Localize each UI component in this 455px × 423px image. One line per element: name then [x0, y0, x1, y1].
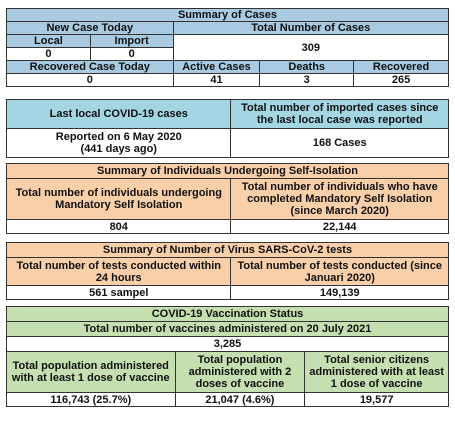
vaccines-total-value: 3,285 — [7, 337, 449, 352]
last-local-header: Last local COVID-19 cases — [7, 100, 231, 129]
tests-total-header: Total number of tests conducted (since Januari 2020) — [231, 258, 449, 286]
total-cases-header: Total Number of Cases — [173, 22, 448, 35]
vaccination-subtitle: Total number of vaccines administered on 20 July 2021 — [7, 322, 449, 337]
dose2-header: Total population administered with 2 doses of vaccine — [175, 352, 305, 393]
import-header: Import — [90, 35, 173, 48]
import-value: 0 — [90, 48, 173, 61]
cases-summary-table — [6, 8, 449, 87]
imported-cases-value: 168 Cases — [231, 129, 449, 158]
days-ago-text: (441 days ago) — [80, 143, 157, 155]
active-cases-header: Active Cases — [173, 61, 260, 74]
isolation-title: Summary of Individuals Undergoing Self-Isolation — [7, 164, 449, 179]
total-cases-value: 309 — [173, 35, 448, 61]
recovered-header: Recovered — [354, 61, 449, 74]
recovered-today-header: Recovered Case Today — [7, 61, 174, 74]
dose1-value: 116,743 (25.7%) — [7, 393, 176, 407]
vaccination-title: COVID-19 Vaccination Status — [7, 307, 449, 322]
tests-total-value: 149,139 — [231, 286, 449, 300]
recovered-value: 265 — [354, 74, 449, 87]
new-case-today-header: New Case Today — [7, 22, 174, 35]
recovered-today-value: 0 — [7, 74, 174, 87]
cases-title: Summary of Cases — [7, 9, 449, 22]
imported-since-header: Total number of imported cases since the last local case was reported — [231, 100, 449, 129]
self-isolation-table — [6, 163, 449, 234]
undergoing-isolation-value: 804 — [7, 220, 231, 234]
dose2-value: 21,047 (4.6%) — [175, 393, 305, 407]
tests-title: Summary of Number of Virus SARS-CoV-2 tests — [7, 243, 449, 258]
senior-header: Total senior citizens administered with at least 1 dose of vaccine — [305, 352, 449, 393]
reported-date-text: Reported on 6 May 2020 — [55, 131, 182, 143]
dose1-header: Total population administered with at least 1 dose of vaccine — [7, 352, 176, 393]
local-header: Local — [7, 35, 91, 48]
last-local-case-table — [6, 99, 449, 158]
completed-isolation-header: Total number of individuals who have completed Mandatory Self Isolation (since March 2020) — [231, 179, 449, 220]
vaccination-table — [6, 306, 449, 407]
tests-24h-header: Total number of tests conducted within 24 hours — [7, 258, 231, 286]
senior-value: 19,577 — [305, 393, 449, 407]
last-local-reported — [7, 129, 231, 158]
undergoing-isolation-header: Total number of individuals undergoing Mandatory Self Isolation — [7, 179, 231, 220]
tests-table — [6, 242, 449, 300]
active-cases-value: 41 — [173, 74, 260, 87]
tests-24h-value: 561 sampel — [7, 286, 231, 300]
local-value: 0 — [7, 48, 91, 61]
completed-isolation-value: 22,144 — [231, 220, 449, 234]
deaths-value: 3 — [260, 74, 354, 87]
deaths-header: Deaths — [260, 61, 354, 74]
